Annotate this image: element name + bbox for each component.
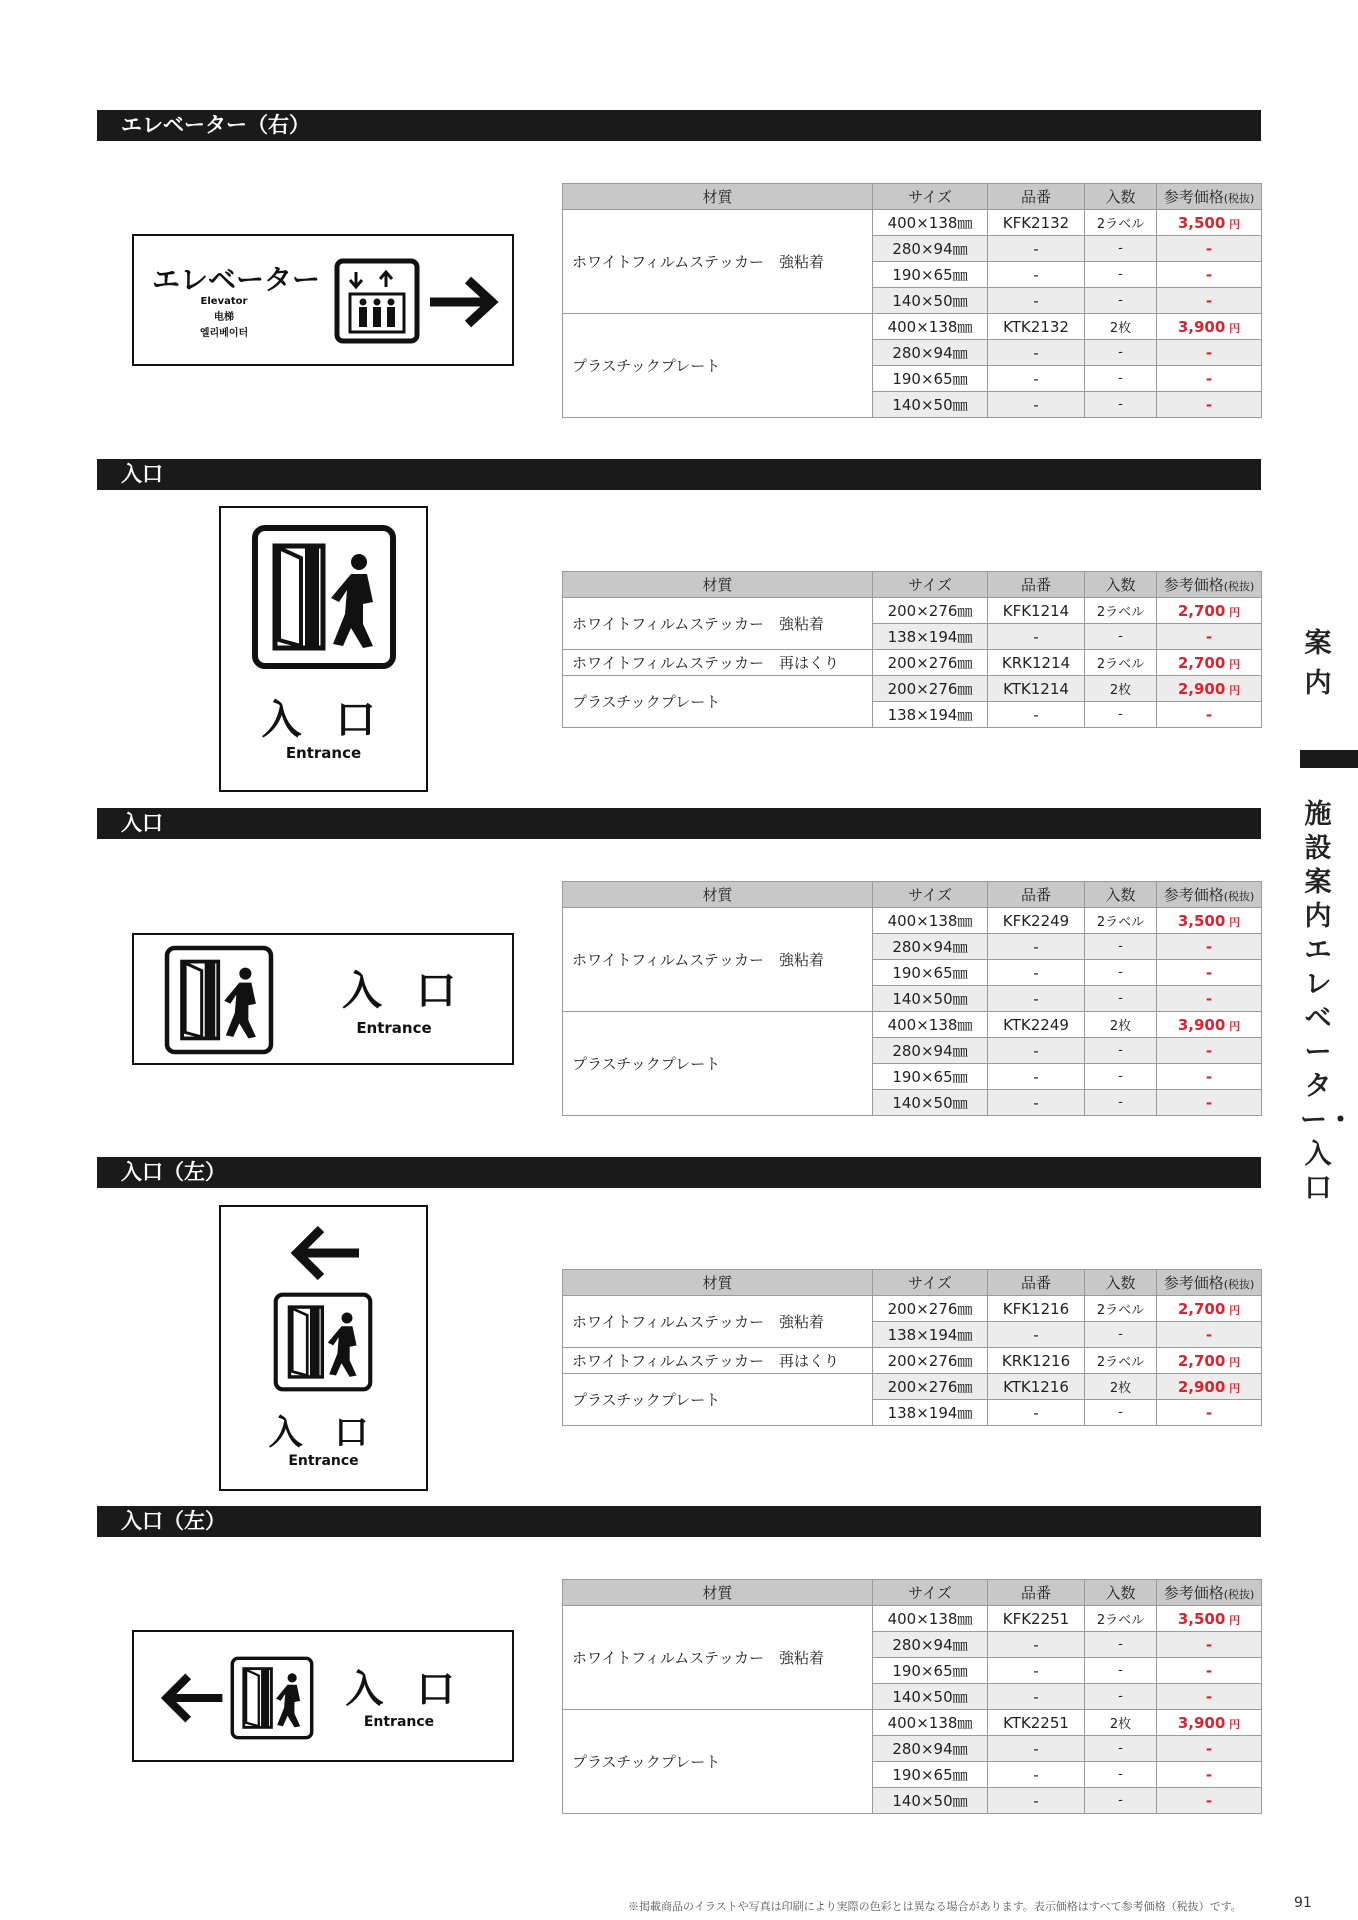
size-cell: 400×138㎜ (873, 210, 988, 236)
header-material: 材質 (563, 572, 873, 598)
entrance-sign-en: Entrance (356, 1019, 432, 1037)
size-cell: 138×194㎜ (873, 702, 988, 728)
price-value: - (1205, 1403, 1213, 1422)
code-cell: - (988, 1658, 1085, 1684)
material-cell: プラスチックプレート (563, 314, 873, 418)
code-cell: - (988, 702, 1085, 728)
entrance-sign-jp: 入 口 (342, 968, 466, 1014)
size-cell: 280×94㎜ (873, 1632, 988, 1658)
price-value: - (1205, 291, 1213, 310)
price-cell (1157, 1296, 1262, 1322)
table-row (563, 1374, 1262, 1400)
elevator-sign-jp: エレベーター (152, 263, 321, 296)
code-cell: KRK1214 (988, 650, 1085, 676)
qty-cell: 2ラベル (1085, 1606, 1157, 1632)
price-value: - (1205, 627, 1213, 646)
price-cell (1157, 1090, 1262, 1116)
size-cell: 280×94㎜ (873, 1038, 988, 1064)
qty-cell: - (1085, 1762, 1157, 1788)
qty-cell: - (1085, 624, 1157, 650)
material-cell: ホワイトフィルムステッカー 強粘着 (563, 210, 873, 314)
entrance-sign-jp: 入 口 (345, 1667, 465, 1711)
entrance-sign-en: Entrance (363, 1714, 435, 1730)
price-cell (1157, 934, 1262, 960)
price-value: - (1205, 1791, 1213, 1810)
spec-table-entrance-left-1 (562, 1269, 1262, 1426)
section-header-entrance-left-2: 入口（左） (97, 1506, 1261, 1537)
spec-table-entrance-1 (562, 571, 1262, 728)
code-cell: - (988, 1762, 1085, 1788)
qty-cell: - (1085, 986, 1157, 1012)
price-value: - (1205, 1093, 1213, 1112)
size-cell: 280×94㎜ (873, 340, 988, 366)
elevator-sign-zh: 电梯 (214, 312, 234, 323)
header-size: サイズ (873, 1270, 988, 1296)
header-code: 品番 (988, 882, 1085, 908)
material-cell: ホワイトフィルムステッカー 強粘着 (563, 598, 873, 650)
price-cell (1157, 1064, 1262, 1090)
price-cell (1157, 908, 1262, 934)
price-cell (1157, 1400, 1262, 1426)
header-qty: 入数 (1085, 184, 1157, 210)
price-value: 3,500 (1177, 1609, 1226, 1628)
price-cell (1157, 598, 1262, 624)
header-code: 品番 (988, 572, 1085, 598)
code-cell: KFK2249 (988, 908, 1085, 934)
qty-cell: - (1085, 1632, 1157, 1658)
qty-cell: - (1085, 340, 1157, 366)
code-cell: KTK2251 (988, 1710, 1085, 1736)
price-yen: 円 (1225, 1613, 1241, 1627)
header-price (1157, 1270, 1262, 1296)
price-cell (1157, 392, 1262, 418)
table-row (563, 1348, 1262, 1374)
entrance-sign-en: Entrance (288, 1453, 359, 1469)
size-cell: 400×138㎜ (873, 314, 988, 340)
material-cell: プラスチックプレート (563, 1374, 873, 1426)
price-value: - (1205, 937, 1213, 956)
material-cell: プラスチックプレート (563, 1012, 873, 1116)
size-cell: 400×138㎜ (873, 908, 988, 934)
table-row (563, 1012, 1262, 1038)
table-row (563, 1710, 1262, 1736)
price-cell (1157, 650, 1262, 676)
size-cell: 200×276㎜ (873, 598, 988, 624)
table-row (563, 314, 1262, 340)
header-price-label: 参考価格 (1163, 1274, 1224, 1292)
entrance-sign-landscape (132, 933, 514, 1065)
header-price (1157, 572, 1262, 598)
qty-cell: 2枚 (1085, 1374, 1157, 1400)
header-qty: 入数 (1085, 572, 1157, 598)
price-value: - (1205, 989, 1213, 1008)
size-cell: 200×276㎜ (873, 1374, 988, 1400)
table-header-row (563, 1270, 1262, 1296)
code-cell: - (988, 236, 1085, 262)
header-size: サイズ (873, 184, 988, 210)
code-cell: KTK1216 (988, 1374, 1085, 1400)
price-value: - (1205, 369, 1213, 388)
price-cell (1157, 366, 1262, 392)
price-yen: 円 (1225, 683, 1241, 697)
price-cell (1157, 340, 1262, 366)
size-cell: 280×94㎜ (873, 934, 988, 960)
price-value: 2,900 (1177, 679, 1226, 698)
header-material: 材質 (563, 1270, 873, 1296)
qty-cell: 2ラベル (1085, 210, 1157, 236)
qty-cell: - (1085, 1038, 1157, 1064)
section-header-entrance-1: 入口 (97, 459, 1261, 490)
size-cell: 140×50㎜ (873, 1788, 988, 1814)
size-cell: 400×138㎜ (873, 1012, 988, 1038)
table-header-row (563, 184, 1262, 210)
qty-cell: 2ラベル (1085, 1296, 1157, 1322)
header-price-label: 参考価格 (1163, 576, 1224, 594)
qty-cell: 2ラベル (1085, 650, 1157, 676)
code-cell: - (988, 262, 1085, 288)
code-cell: KFK2251 (988, 1606, 1085, 1632)
price-yen: 円 (1225, 605, 1241, 619)
entrance-left-sign-landscape (132, 1630, 514, 1762)
qty-cell: - (1085, 1090, 1157, 1116)
price-value: 2,700 (1177, 1299, 1226, 1318)
price-cell (1157, 288, 1262, 314)
price-value: - (1205, 1635, 1213, 1654)
size-cell: 400×138㎜ (873, 1710, 988, 1736)
qty-cell: 2枚 (1085, 314, 1157, 340)
qty-cell: - (1085, 1064, 1157, 1090)
entrance-door-icon (230, 1656, 314, 1740)
qty-cell: - (1085, 262, 1157, 288)
size-cell: 190×65㎜ (873, 1762, 988, 1788)
header-code: 品番 (988, 1270, 1085, 1296)
header-price-label: 参考価格 (1163, 188, 1224, 206)
code-cell: - (988, 288, 1085, 314)
qty-cell: - (1085, 236, 1157, 262)
price-cell (1157, 1710, 1262, 1736)
qty-cell: - (1085, 1736, 1157, 1762)
code-cell: - (988, 340, 1085, 366)
qty-cell: - (1085, 1658, 1157, 1684)
footnote: ※掲載商品のイラストや写真は印刷により実際の色彩とは異なる場合があります。表示価格はすべて参考価格（税抜）です。 (628, 1900, 1242, 1913)
header-material: 材質 (563, 184, 873, 210)
header-price (1157, 882, 1262, 908)
spec-table-entrance-2 (562, 881, 1262, 1116)
table-row (563, 650, 1262, 676)
qty-cell: - (1085, 960, 1157, 986)
header-size: サイズ (873, 882, 988, 908)
code-cell: KFK1214 (988, 598, 1085, 624)
code-cell: - (988, 1064, 1085, 1090)
price-cell (1157, 986, 1262, 1012)
code-cell: - (988, 1788, 1085, 1814)
entrance-left-sign-portrait (219, 1205, 428, 1491)
price-value: 3,900 (1177, 317, 1226, 336)
header-code: 品番 (988, 1580, 1085, 1606)
code-cell: - (988, 1632, 1085, 1658)
price-value: - (1205, 265, 1213, 284)
entrance-sign-jp: 入 口 (268, 1413, 379, 1453)
header-price-note: (税抜) (1223, 1588, 1255, 1601)
qty-cell: - (1085, 934, 1157, 960)
size-cell: 138×194㎜ (873, 1400, 988, 1426)
price-cell (1157, 1658, 1262, 1684)
code-cell: - (988, 934, 1085, 960)
table-row (563, 1296, 1262, 1322)
code-cell: KTK2249 (988, 1012, 1085, 1038)
size-cell: 190×65㎜ (873, 960, 988, 986)
code-cell: - (988, 986, 1085, 1012)
header-code: 品番 (988, 184, 1085, 210)
price-cell (1157, 676, 1262, 702)
arrow-left-icon (154, 1670, 226, 1726)
spec-table-elevator-right (562, 183, 1262, 418)
header-qty: 入数 (1085, 1580, 1157, 1606)
price-value: 2,700 (1177, 653, 1226, 672)
header-price-label: 参考価格 (1163, 1584, 1224, 1602)
size-cell: 190×65㎜ (873, 1064, 988, 1090)
price-cell (1157, 1038, 1262, 1064)
header-price-note: (税抜) (1223, 1278, 1255, 1291)
table-row (563, 908, 1262, 934)
section-header-entrance-2: 入口 (97, 808, 1261, 839)
qty-cell: - (1085, 392, 1157, 418)
section-header-elevator-right: エレベーター（右） (97, 110, 1261, 141)
material-cell: ホワイトフィルムステッカー 再はくり (563, 650, 873, 676)
price-yen: 円 (1225, 1355, 1241, 1369)
material-cell: ホワイトフィルムステッカー 強粘着 (563, 1606, 873, 1710)
price-yen: 円 (1225, 915, 1241, 929)
header-price-note: (税抜) (1223, 890, 1255, 903)
qty-cell: - (1085, 1322, 1157, 1348)
price-yen: 円 (1225, 657, 1241, 671)
header-qty: 入数 (1085, 1270, 1157, 1296)
section-header-entrance-left-1: 入口（左） (97, 1157, 1261, 1188)
price-value: - (1205, 1687, 1213, 1706)
table-header-row (563, 572, 1262, 598)
entrance-door-icon (164, 945, 274, 1055)
size-cell: 140×50㎜ (873, 392, 988, 418)
header-material: 材質 (563, 882, 873, 908)
size-cell: 200×276㎜ (873, 1348, 988, 1374)
header-price-note: (税抜) (1223, 580, 1255, 593)
price-cell (1157, 1012, 1262, 1038)
side-category: 案内 (1304, 628, 1332, 699)
qty-cell: 2枚 (1085, 1012, 1157, 1038)
header-price-label: 参考価格 (1163, 886, 1224, 904)
price-value: - (1205, 963, 1213, 982)
qty-cell: 2枚 (1085, 1710, 1157, 1736)
entrance-sign-jp: 入 口 (261, 697, 386, 743)
qty-cell: - (1085, 1684, 1157, 1710)
entrance-door-icon (251, 524, 397, 670)
price-yen: 円 (1225, 1717, 1241, 1731)
qty-cell: 2ラベル (1085, 908, 1157, 934)
size-cell: 138×194㎜ (873, 624, 988, 650)
price-value: - (1205, 343, 1213, 362)
size-cell: 190×65㎜ (873, 1658, 988, 1684)
table-header-row (563, 882, 1262, 908)
spec-table-entrance-left-2 (562, 1579, 1262, 1814)
size-cell: 138×194㎜ (873, 1322, 988, 1348)
code-cell: - (988, 366, 1085, 392)
qty-cell: - (1085, 1400, 1157, 1426)
size-cell: 190×65㎜ (873, 366, 988, 392)
code-cell: KFK1216 (988, 1296, 1085, 1322)
code-cell: KFK2132 (988, 210, 1085, 236)
code-cell: - (988, 1090, 1085, 1116)
code-cell: KTK2132 (988, 314, 1085, 340)
size-cell: 140×50㎜ (873, 288, 988, 314)
size-cell: 280×94㎜ (873, 236, 988, 262)
qty-cell: - (1085, 1788, 1157, 1814)
price-value: - (1205, 1325, 1213, 1344)
price-cell (1157, 960, 1262, 986)
size-cell: 280×94㎜ (873, 1736, 988, 1762)
price-cell (1157, 1632, 1262, 1658)
price-cell (1157, 624, 1262, 650)
header-material: 材質 (563, 1580, 873, 1606)
entrance-sign-en: Entrance (285, 744, 362, 762)
qty-cell: 2ラベル (1085, 598, 1157, 624)
qty-cell: - (1085, 702, 1157, 728)
price-cell (1157, 262, 1262, 288)
price-yen: 円 (1225, 1019, 1241, 1033)
price-value: 3,500 (1177, 213, 1226, 232)
price-value: 2,700 (1177, 1351, 1226, 1370)
price-value: - (1205, 395, 1213, 414)
arrow-left-icon (283, 1225, 363, 1281)
size-cell: 140×50㎜ (873, 986, 988, 1012)
material-cell: プラスチックプレート (563, 676, 873, 728)
arrow-right-icon (426, 276, 504, 328)
size-cell: 200×276㎜ (873, 650, 988, 676)
price-value: - (1205, 1067, 1213, 1086)
elevator-sign-multilang (164, 294, 284, 342)
page-number: 91 (1294, 1895, 1312, 1911)
price-cell (1157, 210, 1262, 236)
price-yen: 円 (1225, 217, 1241, 231)
size-cell: 400×138㎜ (873, 1606, 988, 1632)
side-divider (1300, 750, 1358, 768)
elevator-sign (132, 234, 514, 366)
code-cell: KTK1214 (988, 676, 1085, 702)
price-cell (1157, 236, 1262, 262)
material-cell: ホワイトフィルムステッカー 再はくり (563, 1348, 873, 1374)
price-cell (1157, 1762, 1262, 1788)
material-cell: ホワイトフィルムステッカー 強粘着 (563, 1296, 873, 1348)
code-cell: - (988, 624, 1085, 650)
elevator-sign-en: Elevator (200, 296, 248, 307)
price-value: - (1205, 1041, 1213, 1060)
price-cell (1157, 314, 1262, 340)
price-cell (1157, 1606, 1262, 1632)
price-cell (1157, 1736, 1262, 1762)
material-cell: プラスチックプレート (563, 1710, 873, 1814)
price-value: 2,700 (1177, 601, 1226, 620)
price-yen: 円 (1225, 1381, 1241, 1395)
code-cell: KRK1216 (988, 1348, 1085, 1374)
header-price (1157, 184, 1262, 210)
table-row (563, 676, 1262, 702)
entrance-sign-portrait (219, 506, 428, 792)
elevator-icon (334, 258, 420, 344)
price-value: - (1205, 1661, 1213, 1680)
price-yen: 円 (1225, 1303, 1241, 1317)
elevator-sign-ko: 엘리베이터 (199, 328, 249, 339)
price-cell (1157, 1322, 1262, 1348)
qty-cell: - (1085, 366, 1157, 392)
qty-cell: 2枚 (1085, 676, 1157, 702)
price-value: 3,900 (1177, 1713, 1226, 1732)
price-value: 3,900 (1177, 1015, 1226, 1034)
code-cell: - (988, 1684, 1085, 1710)
size-cell: 200×276㎜ (873, 676, 988, 702)
code-cell: - (988, 1736, 1085, 1762)
material-cell: ホワイトフィルムステッカー 強粘着 (563, 908, 873, 1012)
price-yen: 円 (1225, 321, 1241, 335)
table-row (563, 210, 1262, 236)
qty-cell: 2ラベル (1085, 1348, 1157, 1374)
price-value: 2,900 (1177, 1377, 1226, 1396)
side-title: 施設案内 エレベーター・入口 (1300, 799, 1358, 1204)
header-size: サイズ (873, 1580, 988, 1606)
header-size: サイズ (873, 572, 988, 598)
code-cell: - (988, 1038, 1085, 1064)
price-cell (1157, 1684, 1262, 1710)
code-cell: - (988, 1322, 1085, 1348)
price-cell (1157, 1374, 1262, 1400)
price-value: 3,500 (1177, 911, 1226, 930)
price-cell (1157, 1348, 1262, 1374)
price-value: - (1205, 705, 1213, 724)
qty-cell: - (1085, 288, 1157, 314)
price-value: - (1205, 1739, 1213, 1758)
price-value: - (1205, 239, 1213, 258)
code-cell: - (988, 392, 1085, 418)
header-price (1157, 1580, 1262, 1606)
price-cell (1157, 702, 1262, 728)
size-cell: 140×50㎜ (873, 1090, 988, 1116)
header-price-note: (税抜) (1223, 192, 1255, 205)
table-row (563, 1606, 1262, 1632)
code-cell: - (988, 1400, 1085, 1426)
table-header-row (563, 1580, 1262, 1606)
size-cell: 190×65㎜ (873, 262, 988, 288)
entrance-door-icon (273, 1292, 373, 1392)
price-value: - (1205, 1765, 1213, 1784)
size-cell: 140×50㎜ (873, 1684, 988, 1710)
price-cell (1157, 1788, 1262, 1814)
code-cell: - (988, 960, 1085, 986)
table-row (563, 598, 1262, 624)
size-cell: 200×276㎜ (873, 1296, 988, 1322)
header-qty: 入数 (1085, 882, 1157, 908)
